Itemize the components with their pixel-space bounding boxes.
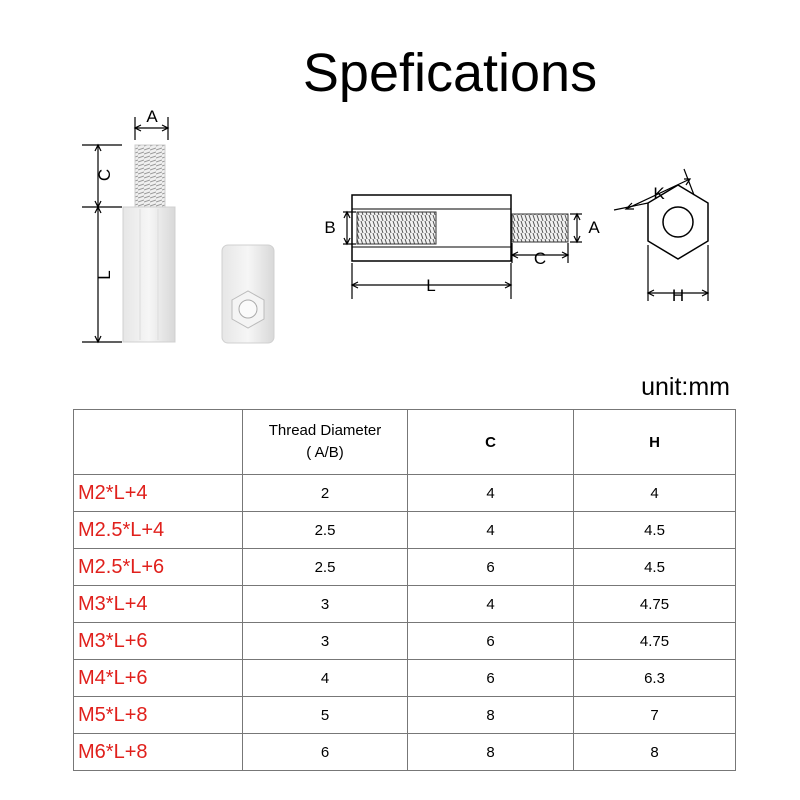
standoff-vertical-illustration xyxy=(123,145,175,342)
model-cell: M5*L+8 xyxy=(74,697,243,734)
table-row xyxy=(74,586,736,623)
header-cell-thread xyxy=(243,410,408,475)
h-cell: 8 xyxy=(574,734,736,771)
thread-cell: 2 xyxy=(243,475,408,512)
spec-table xyxy=(73,409,736,771)
label-c-left: C xyxy=(95,168,114,182)
c-cell: 4 xyxy=(408,475,574,512)
thread-cell: 2.5 xyxy=(243,512,408,549)
h-cell: 4.5 xyxy=(574,512,736,549)
table-row xyxy=(74,512,736,549)
thread-cell: 3 xyxy=(243,623,408,660)
c-cell: 4 xyxy=(408,512,574,549)
model-cell: M2.5*L+6 xyxy=(74,549,243,586)
h-cell: 7 xyxy=(574,697,736,734)
thread-cell: 6 xyxy=(243,734,408,771)
h-cell: 4.5 xyxy=(574,549,736,586)
h-cell: 4 xyxy=(574,475,736,512)
model-cell: M3*L+6 xyxy=(74,623,243,660)
header-cell-h: H xyxy=(574,410,736,475)
label-l-side: L xyxy=(426,276,436,295)
c-cell: 4 xyxy=(408,586,574,623)
table-row xyxy=(74,623,736,660)
label-a-side: A xyxy=(588,218,600,237)
label-h-hex: H xyxy=(671,286,685,305)
h-cell: 6.3 xyxy=(574,660,736,697)
c-cell: 6 xyxy=(408,549,574,586)
table-row xyxy=(74,697,736,734)
c-cell: 6 xyxy=(408,623,574,660)
spec-diagram xyxy=(0,95,800,355)
model-cell: M3*L+4 xyxy=(74,586,243,623)
table-row xyxy=(74,475,736,512)
label-b-side: B xyxy=(324,218,336,237)
label-a-left: A xyxy=(146,107,158,126)
table-header-row xyxy=(74,410,736,475)
c-cell: 6 xyxy=(408,660,574,697)
label-l-left: L xyxy=(95,270,114,280)
table-row xyxy=(74,660,736,697)
table-row xyxy=(74,549,736,586)
model-cell: M6*L+8 xyxy=(74,734,243,771)
thread-cell: 4 xyxy=(243,660,408,697)
label-k-hex: K xyxy=(653,184,665,203)
dimension-a-side xyxy=(570,214,582,242)
unit-label: unit:mm xyxy=(641,373,730,401)
header-cell-model xyxy=(74,410,243,475)
model-cell: M2.5*L+4 xyxy=(74,512,243,549)
header-thread-line1: Thread Diameter xyxy=(268,422,382,439)
h-cell: 4.75 xyxy=(574,586,736,623)
c-cell: 8 xyxy=(408,734,574,771)
header-thread-line2: ( A/B) xyxy=(306,444,344,461)
label-c-side: C xyxy=(533,249,547,268)
thread-cell: 5 xyxy=(243,697,408,734)
thread-cell: 3 xyxy=(243,586,408,623)
standoff-end-view-illustration xyxy=(222,245,274,343)
table-row xyxy=(74,734,736,771)
page-title-text: Spefications xyxy=(302,43,598,103)
h-cell: 4.75 xyxy=(574,623,736,660)
model-cell: M4*L+6 xyxy=(74,660,243,697)
model-cell: M2*L+4 xyxy=(74,475,243,512)
header-cell-c: C xyxy=(408,410,574,475)
thread-cell: 2.5 xyxy=(243,549,408,586)
c-cell: 8 xyxy=(408,697,574,734)
